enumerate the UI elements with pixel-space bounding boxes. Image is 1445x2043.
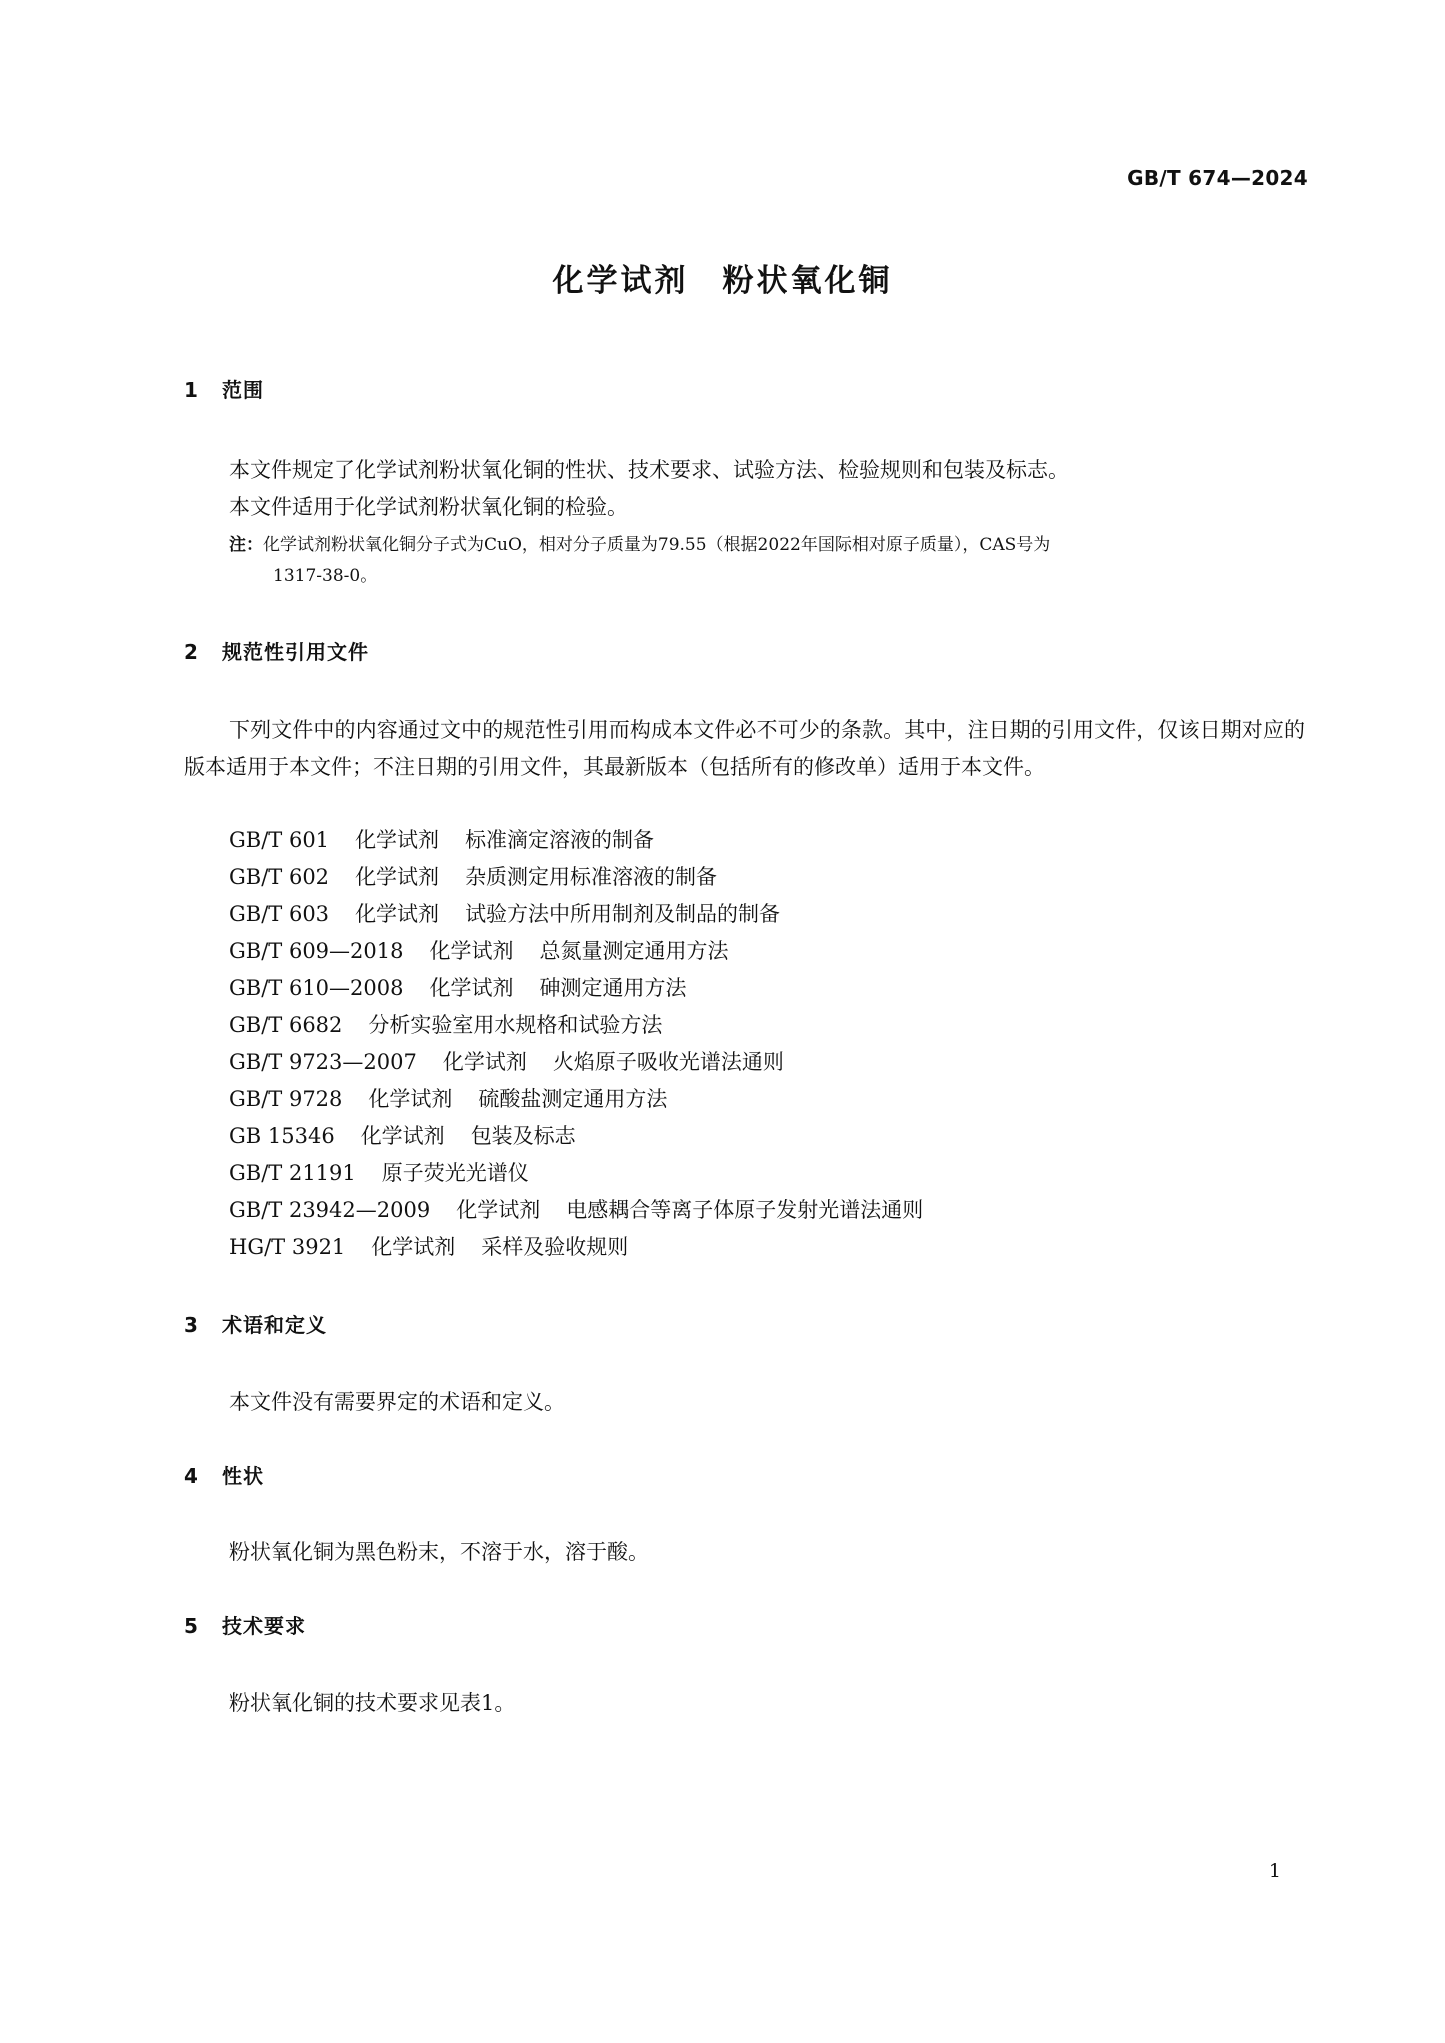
reference-code: GB/T 602 [229, 865, 330, 889]
section-title: 性状 [222, 1464, 264, 1488]
reference-part: 化学试剂 [368, 1087, 453, 1111]
reference-item [229, 970, 923, 1007]
reference-part: 化学试剂 [429, 939, 514, 963]
section-5-heading [184, 1610, 306, 1639]
reference-item [229, 1118, 923, 1155]
reference-title: 硫酸盐测定通用方法 [478, 1087, 668, 1111]
reference-code: GB 15346 [229, 1124, 335, 1148]
reference-code: GB/T 6682 [229, 1013, 343, 1037]
reference-part: 原子荧光光谱仪 [381, 1161, 529, 1185]
reference-part: 化学试剂 [442, 1050, 527, 1074]
section-title: 术语和定义 [222, 1313, 327, 1337]
section-3-paragraph: 本文件没有需要界定的术语和定义。 [229, 1390, 565, 1414]
reference-item [229, 1044, 923, 1081]
section-4-paragraph: 粉状氧化铜为黑色粉末，不溶于水，溶于酸。 [229, 1540, 649, 1564]
note-label: 注： [229, 535, 263, 555]
reference-item [229, 822, 923, 859]
reference-code: GB/T 609—2018 [229, 939, 404, 963]
section-title: 规范性引用文件 [222, 640, 369, 664]
reference-item [229, 933, 923, 970]
section-1-heading [184, 374, 264, 403]
section-2-intro: 下列文件中的内容通过文中的规范性引用而构成本文件必不可少的条款。其中，注日期的引用文件，仅该日期对应的版本适用于本文件；不注日期的引用文件，其最新版本（包括所有的修改单）适用于本文件。 [184, 718, 1305, 779]
note-text-line-2: 1317-38-0。 [273, 566, 378, 586]
reference-item [229, 1081, 923, 1118]
document-title: 化学试剂 粉状氧化铜 [552, 263, 893, 299]
reference-title: 杂质测定用标准溶液的制备 [465, 865, 718, 889]
note-text-line-1: 化学试剂粉状氧化铜分子式为CuO，相对分子质量为79.55（根据2022年国际相对原子质量），CAS号为 [263, 535, 1051, 555]
reference-part: 化学试剂 [456, 1198, 541, 1222]
reference-title: 电感耦合等离子体原子发射光谱法通则 [566, 1198, 924, 1222]
reference-code: GB/T 603 [229, 902, 330, 926]
reference-part: 化学试剂 [429, 976, 514, 1000]
standard-number: GB/T 674—2024 [1127, 166, 1308, 190]
section-number: 1 [184, 378, 199, 402]
reference-title: 总氮量测定通用方法 [539, 939, 729, 963]
reference-title: 采样及验收规则 [481, 1235, 629, 1259]
reference-item [229, 1192, 923, 1229]
section-title: 技术要求 [222, 1614, 306, 1638]
reference-part: 化学试剂 [355, 828, 440, 852]
section-1-paragraph-1: 本文件规定了化学试剂粉状氧化铜的性状、技术要求、试验方法、检验规则和包装及标志。 [229, 458, 1069, 482]
reference-part: 分析实验室用水规格和试验方法 [368, 1013, 663, 1037]
reference-item [229, 1155, 923, 1192]
reference-part: 化学试剂 [355, 865, 440, 889]
section-2-heading [184, 636, 369, 665]
reference-part: 化学试剂 [355, 902, 440, 926]
section-4-heading [184, 1460, 264, 1489]
reference-code: GB/T 9728 [229, 1087, 343, 1111]
reference-item [229, 896, 923, 933]
page-number: 1 [1268, 1860, 1281, 1882]
reference-title: 火焰原子吸收光谱法通则 [552, 1050, 784, 1074]
section-number: 4 [184, 1464, 199, 1488]
reference-code: GB/T 23942—2009 [229, 1198, 431, 1222]
section-number: 3 [184, 1313, 199, 1337]
section-title: 范围 [222, 378, 264, 402]
reference-code: GB/T 21191 [229, 1161, 356, 1185]
reference-code: GB/T 610—2008 [229, 976, 404, 1000]
section-1-paragraph-2: 本文件适用于化学试剂粉状氧化铜的检验。 [229, 495, 628, 519]
reference-item [229, 1229, 923, 1266]
section-5-paragraph: 粉状氧化铜的技术要求见表1。 [229, 1691, 516, 1715]
reference-title: 砷测定通用方法 [539, 976, 687, 1000]
section-number: 5 [184, 1614, 199, 1638]
section-3-heading [184, 1309, 327, 1338]
reference-part: 化学试剂 [371, 1235, 456, 1259]
section-number: 2 [184, 640, 199, 664]
reference-title: 标准滴定溶液的制备 [465, 828, 655, 852]
reference-list [229, 822, 923, 1266]
reference-title: 试验方法中所用制剂及制品的制备 [465, 902, 781, 926]
reference-code: GB/T 9723—2007 [229, 1050, 417, 1074]
reference-title: 包装及标志 [470, 1124, 576, 1148]
reference-code: GB/T 601 [229, 828, 330, 852]
reference-code: HG/T 3921 [229, 1235, 346, 1259]
reference-item [229, 859, 923, 896]
reference-part: 化学试剂 [360, 1124, 445, 1148]
section-1-note [229, 530, 1305, 592]
reference-item [229, 1007, 923, 1044]
